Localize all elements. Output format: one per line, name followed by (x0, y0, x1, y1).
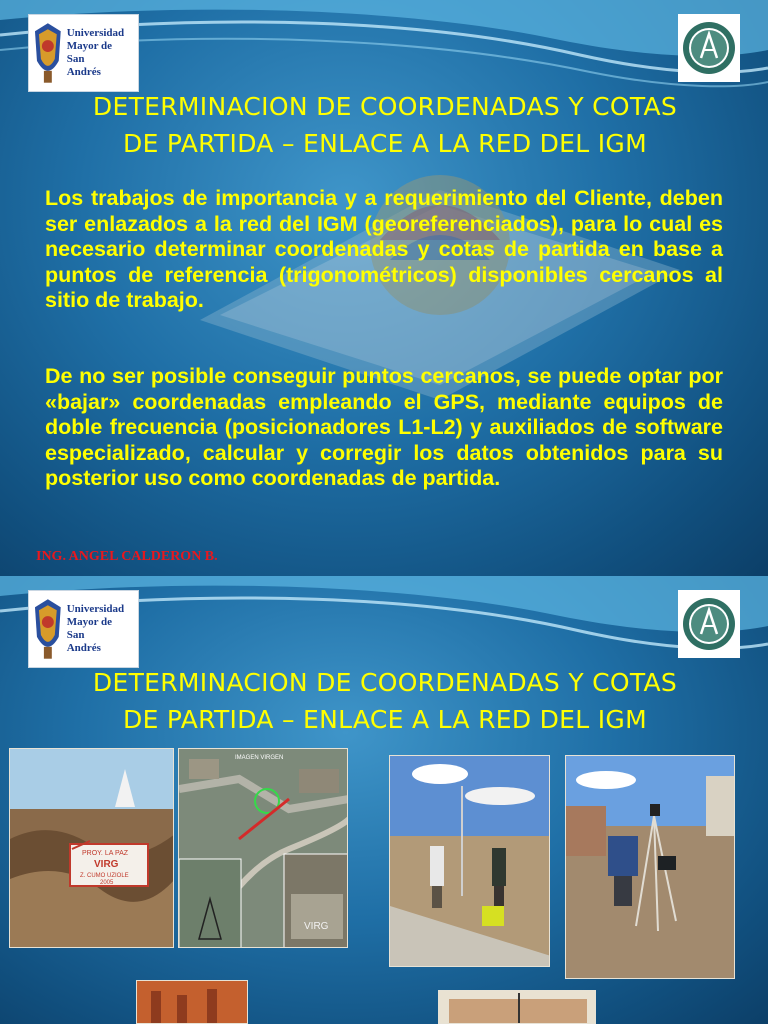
author-name: ING. ANGEL CALDERON B. (36, 549, 218, 564)
faculty-seal (678, 14, 740, 82)
title-line-2: DE PARTIDA – ENLACE A LA RED DEL IGM (123, 705, 647, 734)
sign-line: 2005 (100, 880, 114, 886)
logo-line: Andrés (66, 642, 101, 654)
slide-title (40, 88, 730, 162)
photo-equipment-partial (136, 980, 248, 1024)
paragraph-2: De no ser posible conseguir puntos cercanos, se puede optar por «bajar» coordenadas empleando el GPS, mediante equipos de doble frecuencia (posicionadores L1-L2) y auxiliados de software especializado, calcular y corregir los datos obtenidos para su posterior uso como coordenadas de partida. (45, 364, 723, 490)
sign-line: Z. CUMO UZIOLE (80, 873, 129, 879)
seal-icon (681, 20, 737, 76)
title-line-1: DETERMINACION DE COORDENADAS Y COTAS (92, 92, 678, 121)
umsa-crest-icon (33, 21, 63, 85)
logo-line: Universidad (66, 603, 125, 615)
logo-line: San (66, 53, 85, 65)
logo-line: Universidad (66, 27, 125, 39)
logo-line: Andrés (66, 66, 101, 78)
logo-line: Mayor de (66, 616, 113, 628)
umsa-wordmark (67, 603, 138, 655)
map-label: IMAGEN VIRGEN (235, 755, 284, 761)
paragraph-1: Los trabajos de importancia y a requerimiento del Cliente, deben ser enlazados a la red del IGM (georeferenciados), para lo cual es necesario determinar coordenadas y cotas de partida en base a puntos de referencia (trigonométricos) disponibles cercanos al sitio de trabajo. (45, 186, 723, 312)
umsa-logo (28, 14, 139, 92)
umsa-wordmark (67, 27, 138, 79)
title-line-2: DE PARTIDA – ENLACE A LA RED DEL IGM (123, 129, 647, 158)
sign-line: PROY. LA PAZ (82, 850, 129, 857)
sign-line: VIRG (94, 859, 119, 870)
photo-surveyor-tripod (565, 755, 735, 979)
faculty-seal (678, 590, 740, 658)
photo-gps-team (389, 755, 550, 967)
marker-label: VIRG (304, 921, 329, 932)
seal-icon (681, 596, 737, 652)
umsa-logo (28, 590, 139, 668)
photo-room-partial (438, 990, 596, 1024)
photo-aerial-map (178, 748, 348, 948)
photo-monument (9, 748, 174, 948)
slide-title (40, 664, 730, 738)
umsa-crest-icon (33, 597, 63, 661)
logo-line: San (66, 629, 85, 641)
logo-line: Mayor de (66, 40, 113, 52)
title-line-1: DETERMINACION DE COORDENADAS Y COTAS (92, 668, 678, 697)
slide-2 (0, 576, 768, 1024)
